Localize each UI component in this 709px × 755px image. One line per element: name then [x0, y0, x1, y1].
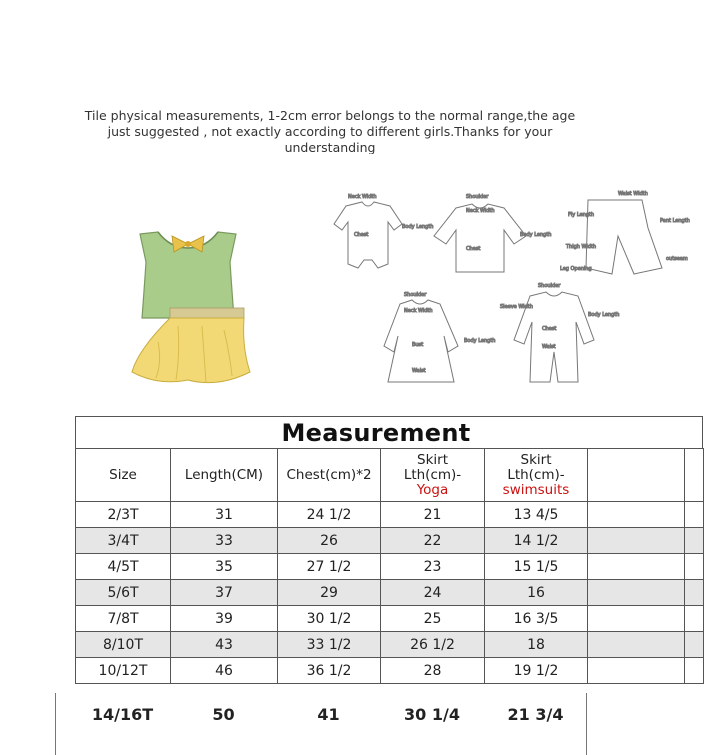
swimsuit-skirt-header: [485, 449, 588, 502]
empty-cell: [588, 632, 685, 658]
chest-cell: 41: [317, 704, 340, 724]
diagram-label: Bust: [412, 342, 424, 348]
yoga-skirt-header: [381, 449, 485, 502]
empty-cell: [685, 554, 704, 580]
yoga-header-line-2: Lth(cm)-: [403, 466, 462, 483]
table-row: [76, 580, 704, 606]
note-line-3: understanding: [284, 140, 376, 154]
empty-cell: [588, 502, 685, 528]
size-header: Size: [76, 449, 171, 502]
length-cell: 43: [171, 632, 278, 658]
size-note: [80, 108, 580, 154]
table-row: [76, 632, 704, 658]
length-cell: 31: [171, 502, 278, 528]
outfit-illustration: [118, 222, 258, 392]
diagram-label: Neck Width: [404, 308, 433, 314]
swim-skirt-cell: 15 1/5: [485, 554, 588, 580]
chest-cell: 24 1/2: [278, 502, 381, 528]
size-cell: 7/8T: [76, 606, 171, 632]
empty-cell: [685, 580, 704, 606]
table-row: [76, 606, 704, 632]
yoga-skirt-cell: 22: [381, 528, 485, 554]
diagram-label: Fly Length: [568, 212, 595, 218]
length-cell: 39: [171, 606, 278, 632]
table-row: [76, 554, 704, 580]
chest-cell: 26: [278, 528, 381, 554]
diagram-label: Body Length: [464, 338, 496, 344]
empty-cell: [588, 554, 685, 580]
yoga-skirt-cell: 25: [381, 606, 485, 632]
swim-skirt-cell: 21 3/4: [507, 704, 564, 724]
yoga-skirt-cell: 24: [381, 580, 485, 606]
empty-cell: [685, 632, 704, 658]
table-title: Measurement: [75, 416, 703, 448]
diagram-label: Chest: [354, 232, 369, 238]
empty-cell: [588, 606, 685, 632]
chest-header: Chest(cm)*2: [278, 449, 381, 502]
diagram-label: Chest: [466, 246, 481, 252]
divider: [55, 693, 56, 755]
yoga-skirt-cell: 28: [381, 658, 485, 684]
table-row: [76, 658, 704, 684]
dress-diagram-icon: [384, 292, 495, 382]
diagram-label: Body Length: [402, 224, 434, 230]
diagram-label: Neck Width: [348, 194, 377, 200]
yoga-skirt-cell: 26 1/2: [381, 632, 485, 658]
chest-cell: 29: [278, 580, 381, 606]
swim-header-line-1: Skirt: [520, 451, 552, 468]
yoga-header-line-3: Yoga: [416, 481, 449, 498]
note-line-1: Tile physical measurements, 1-2cm error belongs to the normal range,the age: [84, 108, 576, 123]
diagram-label: outseam: [666, 256, 688, 262]
diagram-label: Leg Opening: [560, 266, 592, 272]
diagram-label: Thigh Width: [566, 244, 597, 250]
skirt-icon: [132, 308, 250, 383]
diagram-label: Shoulder: [538, 283, 561, 289]
diagram-label: Waist Width: [618, 191, 648, 197]
measurement-diagrams: [316, 186, 696, 396]
yoga-skirt-cell: 30 1/4: [404, 704, 460, 724]
diagram-label: Waist: [542, 344, 556, 350]
swim-skirt-cell: 13 4/5: [485, 502, 588, 528]
jumpsuit-diagram-icon: [500, 283, 619, 382]
size-cell: 5/6T: [76, 580, 171, 606]
empty-cell: [588, 580, 685, 606]
size-cell: 4/5T: [76, 554, 171, 580]
chest-cell: 27 1/2: [278, 554, 381, 580]
diagram-label: Waist: [412, 368, 426, 374]
yoga-skirt-cell: 21: [381, 502, 485, 528]
yoga-skirt-cell: 23: [381, 554, 485, 580]
size-table: [75, 448, 704, 684]
size-cell: 10/12T: [76, 658, 171, 684]
chest-cell: 30 1/2: [278, 606, 381, 632]
size-cell: 8/10T: [76, 632, 171, 658]
empty-cell: [685, 502, 704, 528]
diagram-label: Neck Width: [466, 208, 495, 214]
length-cell: 33: [171, 528, 278, 554]
empty-header: [588, 449, 685, 502]
length-cell: 37: [171, 580, 278, 606]
chest-cell: 33 1/2: [278, 632, 381, 658]
empty-cell: [588, 658, 685, 684]
length-header: Length(CM): [171, 449, 278, 502]
length-cell: 46: [171, 658, 278, 684]
empty-cell: [588, 528, 685, 554]
swim-skirt-cell: 16: [485, 580, 588, 606]
romper-diagram-icon: [334, 194, 433, 268]
diagram-label: Chest: [542, 326, 557, 332]
size-cell: 3/4T: [76, 528, 171, 554]
header-row: [76, 449, 704, 502]
swim-skirt-cell: 14 1/2: [485, 528, 588, 554]
diagram-label: Sleeve Width: [500, 304, 533, 310]
table-row: [76, 528, 704, 554]
table-row-last: [75, 694, 587, 734]
empty-cell: [685, 606, 704, 632]
swim-header-line-2: Lth(cm)-: [507, 466, 565, 483]
diagram-label: Shoulder: [466, 194, 489, 200]
length-cell: 35: [171, 554, 278, 580]
table-row: [76, 502, 704, 528]
divider: [586, 693, 587, 755]
swim-skirt-cell: 16 3/5: [485, 606, 588, 632]
size-cell: 2/3T: [76, 502, 171, 528]
empty-header: [685, 449, 704, 502]
diagram-label: Body Length: [520, 232, 552, 238]
note-line-2: just suggested , not exactly according to different girls.Thanks for your: [107, 124, 553, 139]
diagram-label: Pant Length: [660, 218, 690, 224]
swim-skirt-cell: 19 1/2: [485, 658, 588, 684]
swim-header-line-3: swimsuits: [502, 481, 570, 498]
tee-diagram-icon: [434, 194, 551, 272]
length-cell: 50: [212, 704, 235, 724]
pants-diagram-icon: [560, 191, 690, 274]
diagram-label: Shoulder: [404, 292, 427, 298]
chest-cell: 36 1/2: [278, 658, 381, 684]
empty-cell: [685, 658, 704, 684]
yoga-header-line-1: Skirt: [417, 451, 448, 468]
swim-skirt-cell: 18: [485, 632, 588, 658]
empty-cell: [685, 528, 704, 554]
diagram-label: Body Length: [588, 312, 620, 318]
measurement-table: [75, 416, 705, 724]
size-cell: 14/16T: [91, 704, 154, 724]
